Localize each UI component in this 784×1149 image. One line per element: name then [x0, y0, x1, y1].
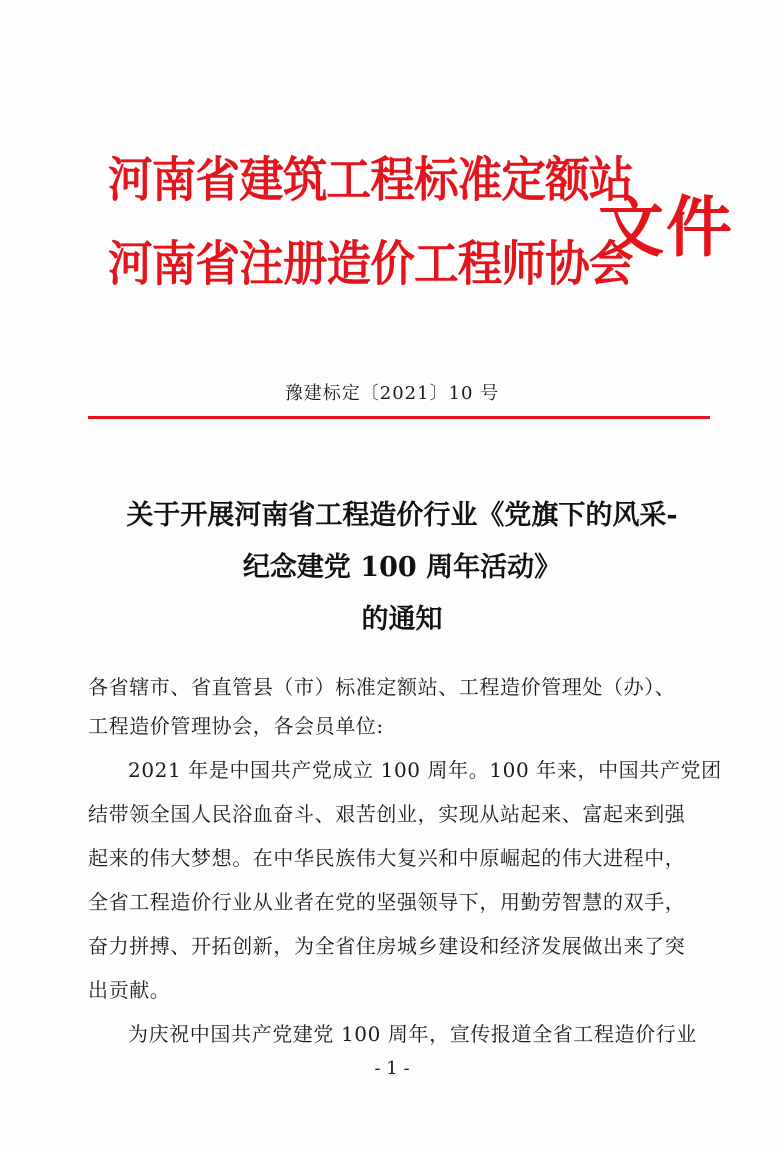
document-number: 豫建标定〔2021〕10 号: [284, 383, 500, 404]
paragraph-1-line-6: 出贡献。: [88, 978, 171, 1002]
addressee-line-2: 工程造价管理协会，各会员单位:: [88, 714, 384, 738]
notice-title-line-2: 纪念建党 100 周年活动》: [242, 552, 562, 583]
addressee-line-1: 各省辖市、省直管县（市）标准定额站、工程造价管理处（办）、: [88, 675, 676, 699]
issuer-name-line-2: 河南省注册造价工程师协会: [108, 236, 633, 292]
paragraph-1-line-3: 起来的伟大梦想。在中华民族伟大复兴和中原崛起的伟大进程中，: [88, 846, 686, 870]
notice-title-line-1: 关于开展河南省工程造价行业《党旗下的风采-: [126, 500, 678, 531]
document-header: [108, 150, 734, 310]
paragraph-1-line-5: 奋力拼搏、开拓创新，为全省住房城乡建设和经济发展做出来了突: [88, 934, 686, 958]
page-number: - 1 -: [374, 1058, 410, 1079]
notice-title-line-3: 的通知: [361, 604, 443, 635]
red-divider-line: [88, 416, 710, 419]
paragraph-2-line-1: 为庆祝中国共产党建党 100 周年，宣传报道全省工程造价行业: [128, 1022, 697, 1046]
issuer-name-line-1: 河南省建筑工程标准定额站: [108, 152, 633, 208]
document-type-label: 文件: [598, 189, 734, 266]
paragraph-1-line-4: 全省工程造价行业从业者在党的坚强领导下，用勤劳智慧的双手，: [88, 890, 686, 914]
paragraph-1-line-1: 2021 年是中国共产党成立 100 周年。100 年来，中国共产党团: [128, 758, 722, 782]
paragraph-1-line-2: 结带领全国人民浴血奋斗、艰苦创业，实现从站起来、富起来到强: [88, 802, 686, 826]
